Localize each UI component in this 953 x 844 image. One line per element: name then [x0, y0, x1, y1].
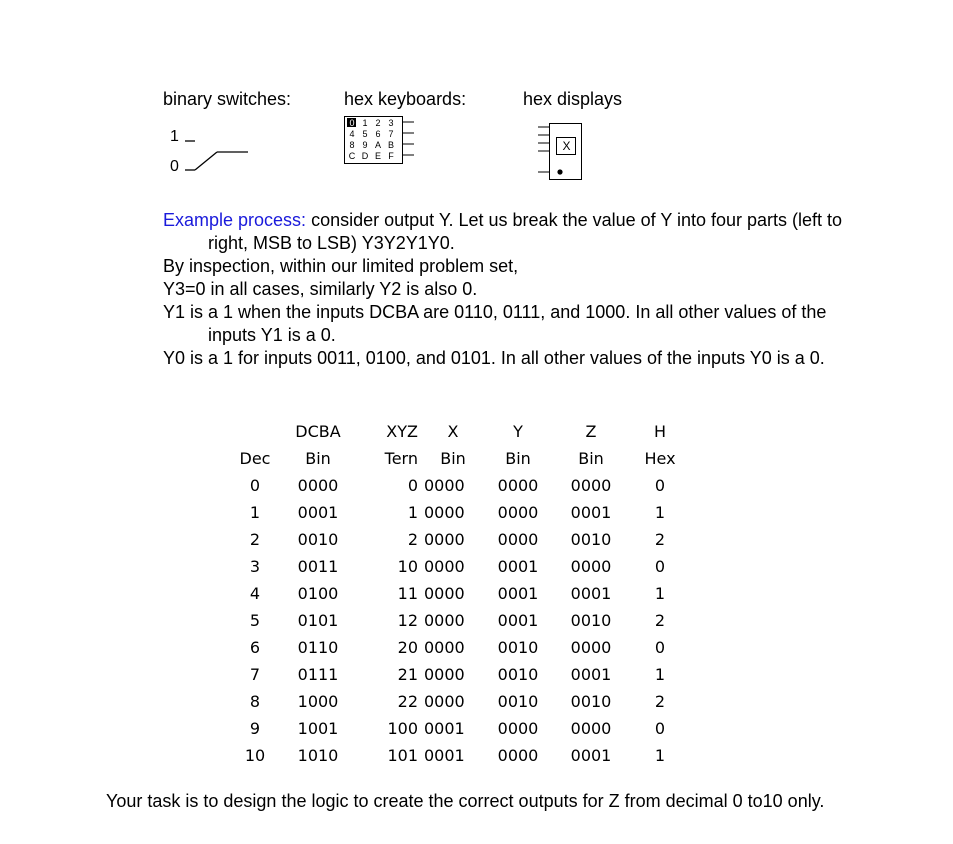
hex-keyboards-label: hex keyboards:: [344, 89, 467, 109]
table-cell: 0010: [497, 638, 539, 657]
key-f: F: [388, 151, 394, 161]
switch-one-label: 1: [170, 128, 179, 145]
binary-switches-label: binary switches:: [163, 89, 292, 109]
key-e: E: [374, 151, 381, 161]
table-cell: 21: [397, 665, 418, 684]
table-row: [230, 580, 692, 607]
table-cell: 3: [249, 557, 261, 576]
table-header-cell: Dec: [239, 449, 271, 468]
table-cell: 2: [407, 530, 418, 549]
table-row: [230, 742, 692, 769]
table-cell: 2: [654, 611, 666, 630]
table-cell: 0: [249, 476, 261, 495]
table-cell: 0000: [424, 530, 465, 549]
table-header-cell: X: [447, 422, 459, 441]
table-cell: 0: [654, 476, 666, 495]
key-9: 9: [362, 140, 368, 150]
example-line-4: Y1 is a 1 when the inputs DCBA are 0110, 0111, and 1000. In all other values of the inputs Y1 is a 0.: [163, 302, 827, 345]
hex-keyboard-symbol: [344, 116, 434, 168]
table-cell: 0000: [570, 638, 612, 657]
table-cell: 0: [407, 476, 418, 495]
table-cell: 0000: [297, 476, 339, 495]
table-header-cell: Z: [585, 422, 597, 441]
key-d: D: [361, 151, 369, 161]
table-row: [230, 499, 692, 526]
table-cell: 4: [249, 584, 261, 603]
key-3: 3: [388, 118, 394, 128]
table-cell: 20: [397, 638, 418, 657]
table-cell: 0000: [424, 584, 465, 603]
table-cell: 0010: [297, 530, 339, 549]
table-cell: 0010: [570, 611, 612, 630]
table-cell: 0001: [570, 503, 612, 522]
table-cell: 0001: [570, 665, 612, 684]
task-statement: Your task is to design the logic to create the correct outputs for Z from decimal 0 to10 only.: [106, 791, 825, 811]
table-header-cell: Hex: [644, 449, 676, 468]
table-header-cell: Y: [513, 422, 523, 441]
table-cell: 1010: [297, 746, 339, 765]
table-row: [230, 553, 692, 580]
table-cell: 0001: [424, 719, 465, 738]
table-cell: 0001: [297, 503, 339, 522]
table-row: [230, 634, 692, 661]
table-cell: 0001: [424, 746, 465, 765]
table-row: [230, 661, 692, 688]
table-cell: 6: [249, 638, 261, 657]
table-row: [230, 607, 692, 634]
table-header-cell: Bin: [440, 449, 466, 468]
table-cell: 0111: [297, 665, 339, 684]
table-header-cell: H: [653, 422, 667, 441]
table-cell: 1: [654, 746, 666, 765]
table-cell: 0000: [424, 611, 465, 630]
table-cell: 0010: [497, 665, 539, 684]
table-cell: 2: [654, 692, 666, 711]
table-cell: 0000: [497, 503, 539, 522]
example-line-3: Y3=0 in all cases, similarly Y2 is also 0.: [163, 279, 478, 299]
table-cell: 0110: [297, 638, 339, 657]
table-cell: 100: [387, 719, 418, 738]
table-cell: 0001: [497, 611, 539, 630]
table-row: [230, 472, 692, 499]
table-cell: 9: [249, 719, 261, 738]
table-cell: 0000: [497, 746, 539, 765]
table-cell: 0000: [497, 476, 539, 495]
hex-displays-label: hex displays: [523, 89, 623, 109]
table-cell: 0100: [297, 584, 339, 603]
table-cell: 1000: [297, 692, 339, 711]
table-cell: 12: [397, 611, 418, 630]
key-b: B: [387, 140, 394, 150]
table-row: [230, 526, 692, 553]
table-cell: 0000: [570, 719, 612, 738]
table-cell: 1: [654, 584, 666, 603]
table-cell: 0000: [570, 476, 612, 495]
table-header-cell: Tern: [384, 449, 418, 468]
table-body: [230, 472, 692, 769]
key-7: 7: [388, 129, 394, 139]
example-line-2: By inspection, within our limited problem set,: [163, 256, 519, 276]
table-cell: 5: [249, 611, 261, 630]
table-cell: 0010: [570, 692, 612, 711]
table-cell: 0001: [570, 746, 612, 765]
table-cell: 0: [654, 638, 666, 657]
table-cell: 7: [249, 665, 261, 684]
hex-display-symbol: [535, 120, 595, 186]
table-cell: 0000: [424, 476, 465, 495]
table-cell: 2: [249, 530, 261, 549]
table-cell: 0000: [497, 719, 539, 738]
table-header-cell: Bin: [578, 449, 604, 468]
table-cell: 0001: [497, 557, 539, 576]
key-8: 8: [349, 140, 355, 150]
switch-zero-label: 0: [170, 158, 179, 175]
table-cell: 1001: [297, 719, 339, 738]
table-cell: 11: [397, 584, 418, 603]
table-cell: 1: [654, 503, 666, 522]
table-cell: 0011: [297, 557, 339, 576]
table-cell: 0001: [497, 584, 539, 603]
key-a: A: [374, 140, 381, 150]
table-cell: 0001: [570, 584, 612, 603]
key-2: 2: [375, 118, 381, 128]
switch-lever-icon: [165, 124, 255, 184]
binary-switch-symbol: [165, 124, 255, 184]
table-cell: 0000: [570, 557, 612, 576]
table-cell: 0000: [424, 503, 465, 522]
example-line-1-text: consider output Y. Let us break the value of Y into four parts (left to right, MSB to LSB) Y3Y2Y1Y0.: [208, 210, 843, 253]
table-cell: 0101: [297, 611, 339, 630]
table-cell: 10: [397, 557, 418, 576]
table-cell: 10: [244, 746, 266, 765]
table-header-row: [230, 418, 692, 445]
example-process-label: Example process:: [163, 210, 307, 230]
key-0: 0: [349, 118, 355, 128]
example-paragraph: [163, 209, 863, 370]
table-cell: 0: [654, 557, 666, 576]
table-cell: 101: [387, 746, 418, 765]
keyboard-keys: [348, 118, 404, 161]
table-cell: 1: [654, 665, 666, 684]
key-5: 5: [362, 129, 368, 139]
table-cell: 0000: [497, 530, 539, 549]
table-cell: 0010: [570, 530, 612, 549]
table-cell: 0000: [424, 692, 465, 711]
table-header-cell: Bin: [305, 449, 331, 468]
table-cell: 1: [249, 503, 261, 522]
table-header-cell: XYZ: [386, 422, 418, 441]
table-row: [230, 715, 692, 742]
example-line-1: [163, 209, 863, 255]
table-cell: 1: [407, 503, 418, 522]
table-cell: 0000: [424, 557, 465, 576]
table-header-cell: DCBA: [295, 422, 341, 441]
display-char: X: [562, 139, 571, 153]
example-line-5: Y0 is a 1 for inputs 0011, 0100, and 0101. In all other values of the inputs Y0 is a 0.: [163, 348, 825, 368]
table-row: [230, 688, 692, 715]
key-c: C: [348, 151, 356, 161]
table-cell: 8: [249, 692, 261, 711]
table-header-cell: [230, 418, 280, 445]
table-cell: 0010: [497, 692, 539, 711]
truth-table: [230, 418, 692, 769]
table-header-cell: Bin: [505, 449, 531, 468]
key-4: 4: [349, 129, 355, 139]
table-cell: 0: [654, 719, 666, 738]
table-cell: 0000: [424, 638, 465, 657]
key-6: 6: [375, 129, 381, 139]
table-cell: 22: [397, 692, 418, 711]
table-cell: 0000: [424, 665, 465, 684]
table-cell: 2: [654, 530, 666, 549]
key-1: 1: [362, 118, 368, 128]
table-header-row: [230, 445, 692, 472]
